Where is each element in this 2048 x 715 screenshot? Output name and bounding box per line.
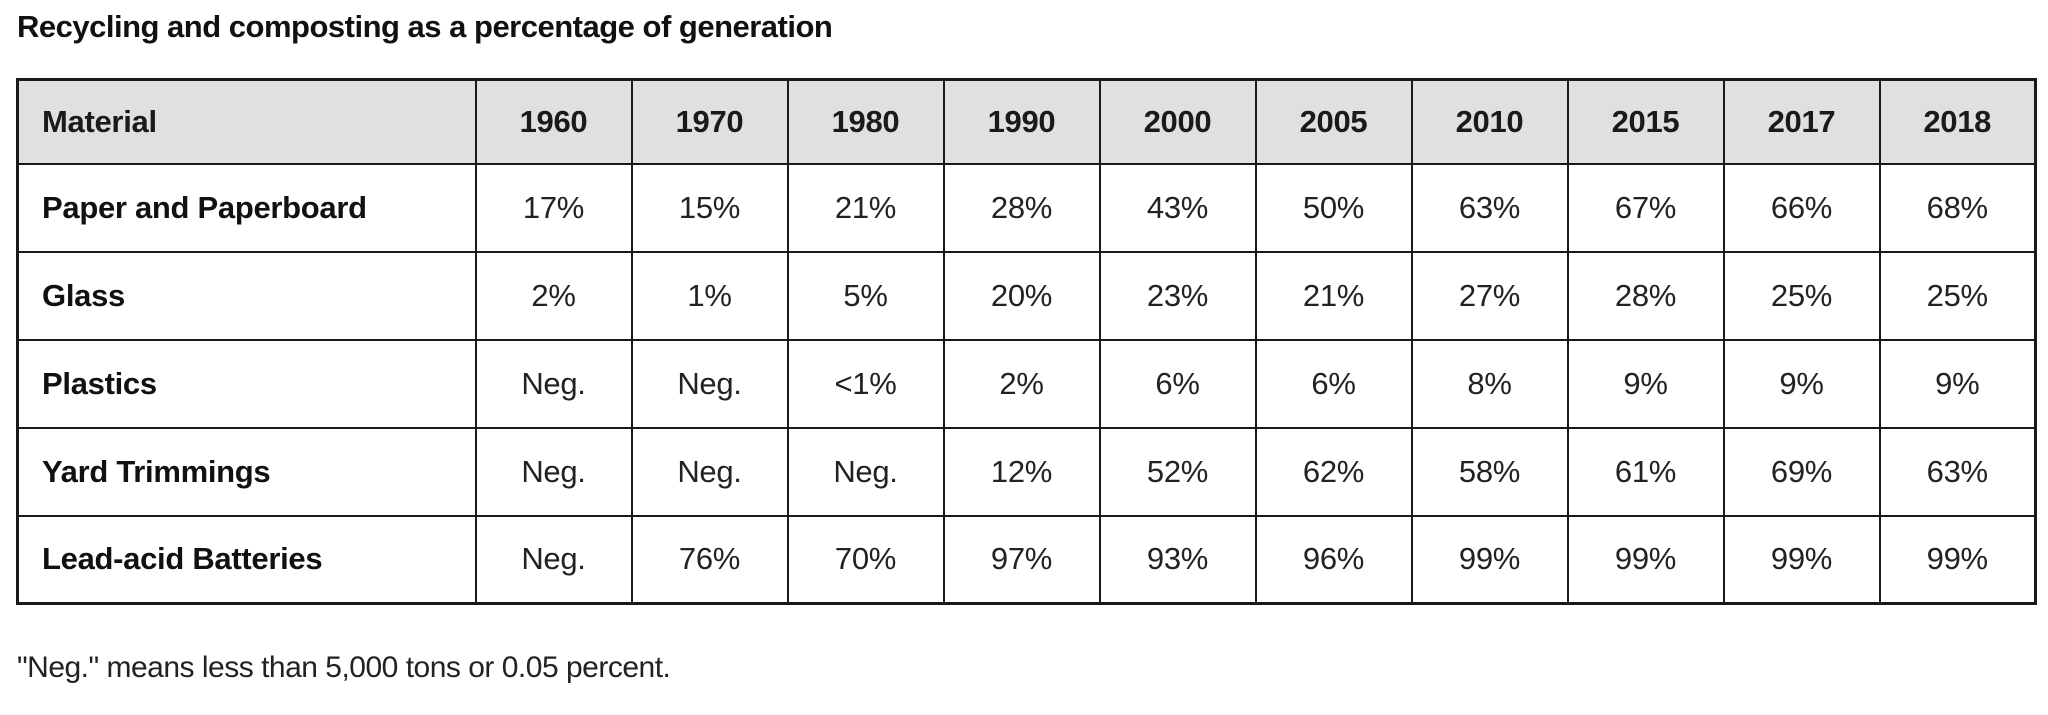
value-cell: 62% [1256, 428, 1412, 516]
value-cell: 21% [1256, 252, 1412, 340]
value-cell: 23% [1100, 252, 1256, 340]
table-row-plastics [18, 340, 2036, 428]
column-header-1970: 1970 [632, 80, 788, 164]
column-header-2015: 2015 [1568, 80, 1724, 164]
value-cell: 12% [944, 428, 1100, 516]
value-cell: 25% [1724, 252, 1880, 340]
value-cell: 9% [1724, 340, 1880, 428]
value-cell: 61% [1568, 428, 1724, 516]
value-cell: 5% [788, 252, 944, 340]
material-label: Lead-acid Batteries [18, 516, 476, 604]
value-cell: Neg. [476, 516, 632, 604]
value-cell: 70% [788, 516, 944, 604]
value-cell: 97% [944, 516, 1100, 604]
value-cell: 2% [476, 252, 632, 340]
value-cell: 9% [1568, 340, 1724, 428]
value-cell: 68% [1880, 164, 2036, 252]
recycling-percentage-table [16, 78, 2037, 605]
value-cell: 21% [788, 164, 944, 252]
value-cell: 58% [1412, 428, 1568, 516]
table-row-lead-acid-batteries [18, 516, 2036, 604]
value-cell: 63% [1412, 164, 1568, 252]
value-cell: 99% [1724, 516, 1880, 604]
value-cell: 66% [1724, 164, 1880, 252]
value-cell: Neg. [632, 340, 788, 428]
value-cell: <1% [788, 340, 944, 428]
column-header-1980: 1980 [788, 80, 944, 164]
material-label: Paper and Paperboard [18, 164, 476, 252]
table-row-yard-trimmings [18, 428, 2036, 516]
value-cell: 1% [632, 252, 788, 340]
value-cell: 2% [944, 340, 1100, 428]
column-header-1960: 1960 [476, 80, 632, 164]
column-header-2005: 2005 [1256, 80, 1412, 164]
material-label: Glass [18, 252, 476, 340]
value-cell: 25% [1880, 252, 2036, 340]
column-header-material: Material [18, 80, 476, 164]
value-cell: 9% [1880, 340, 2036, 428]
header-row [18, 80, 2036, 164]
column-header-2018: 2018 [1880, 80, 2036, 164]
value-cell: 52% [1100, 428, 1256, 516]
value-cell: 28% [1568, 252, 1724, 340]
value-cell: 15% [632, 164, 788, 252]
table-title: Recycling and composting as a percentage of generation [17, 9, 833, 44]
value-cell: 27% [1412, 252, 1568, 340]
value-cell: 6% [1100, 340, 1256, 428]
value-cell: 99% [1880, 516, 2036, 604]
value-cell: Neg. [476, 428, 632, 516]
value-cell: 67% [1568, 164, 1724, 252]
column-header-1990: 1990 [944, 80, 1100, 164]
footnote: "Neg." means less than 5,000 tons or 0.05 percent. [17, 651, 671, 685]
column-header-2017: 2017 [1724, 80, 1880, 164]
value-cell: Neg. [632, 428, 788, 516]
column-header-2010: 2010 [1412, 80, 1568, 164]
material-label: Plastics [18, 340, 476, 428]
value-cell: 63% [1880, 428, 2036, 516]
value-cell: 99% [1412, 516, 1568, 604]
value-cell: 20% [944, 252, 1100, 340]
value-cell: 28% [944, 164, 1100, 252]
table-row-glass [18, 252, 2036, 340]
value-cell: 17% [476, 164, 632, 252]
value-cell: 6% [1256, 340, 1412, 428]
value-cell: 99% [1568, 516, 1724, 604]
material-label: Yard Trimmings [18, 428, 476, 516]
value-cell: 76% [632, 516, 788, 604]
column-header-2000: 2000 [1100, 80, 1256, 164]
value-cell: 69% [1724, 428, 1880, 516]
value-cell: 8% [1412, 340, 1568, 428]
value-cell: Neg. [788, 428, 944, 516]
value-cell: 43% [1100, 164, 1256, 252]
value-cell: 50% [1256, 164, 1412, 252]
value-cell: 96% [1256, 516, 1412, 604]
value-cell: 93% [1100, 516, 1256, 604]
value-cell: Neg. [476, 340, 632, 428]
table-row-paper-and-paperboard [18, 164, 2036, 252]
